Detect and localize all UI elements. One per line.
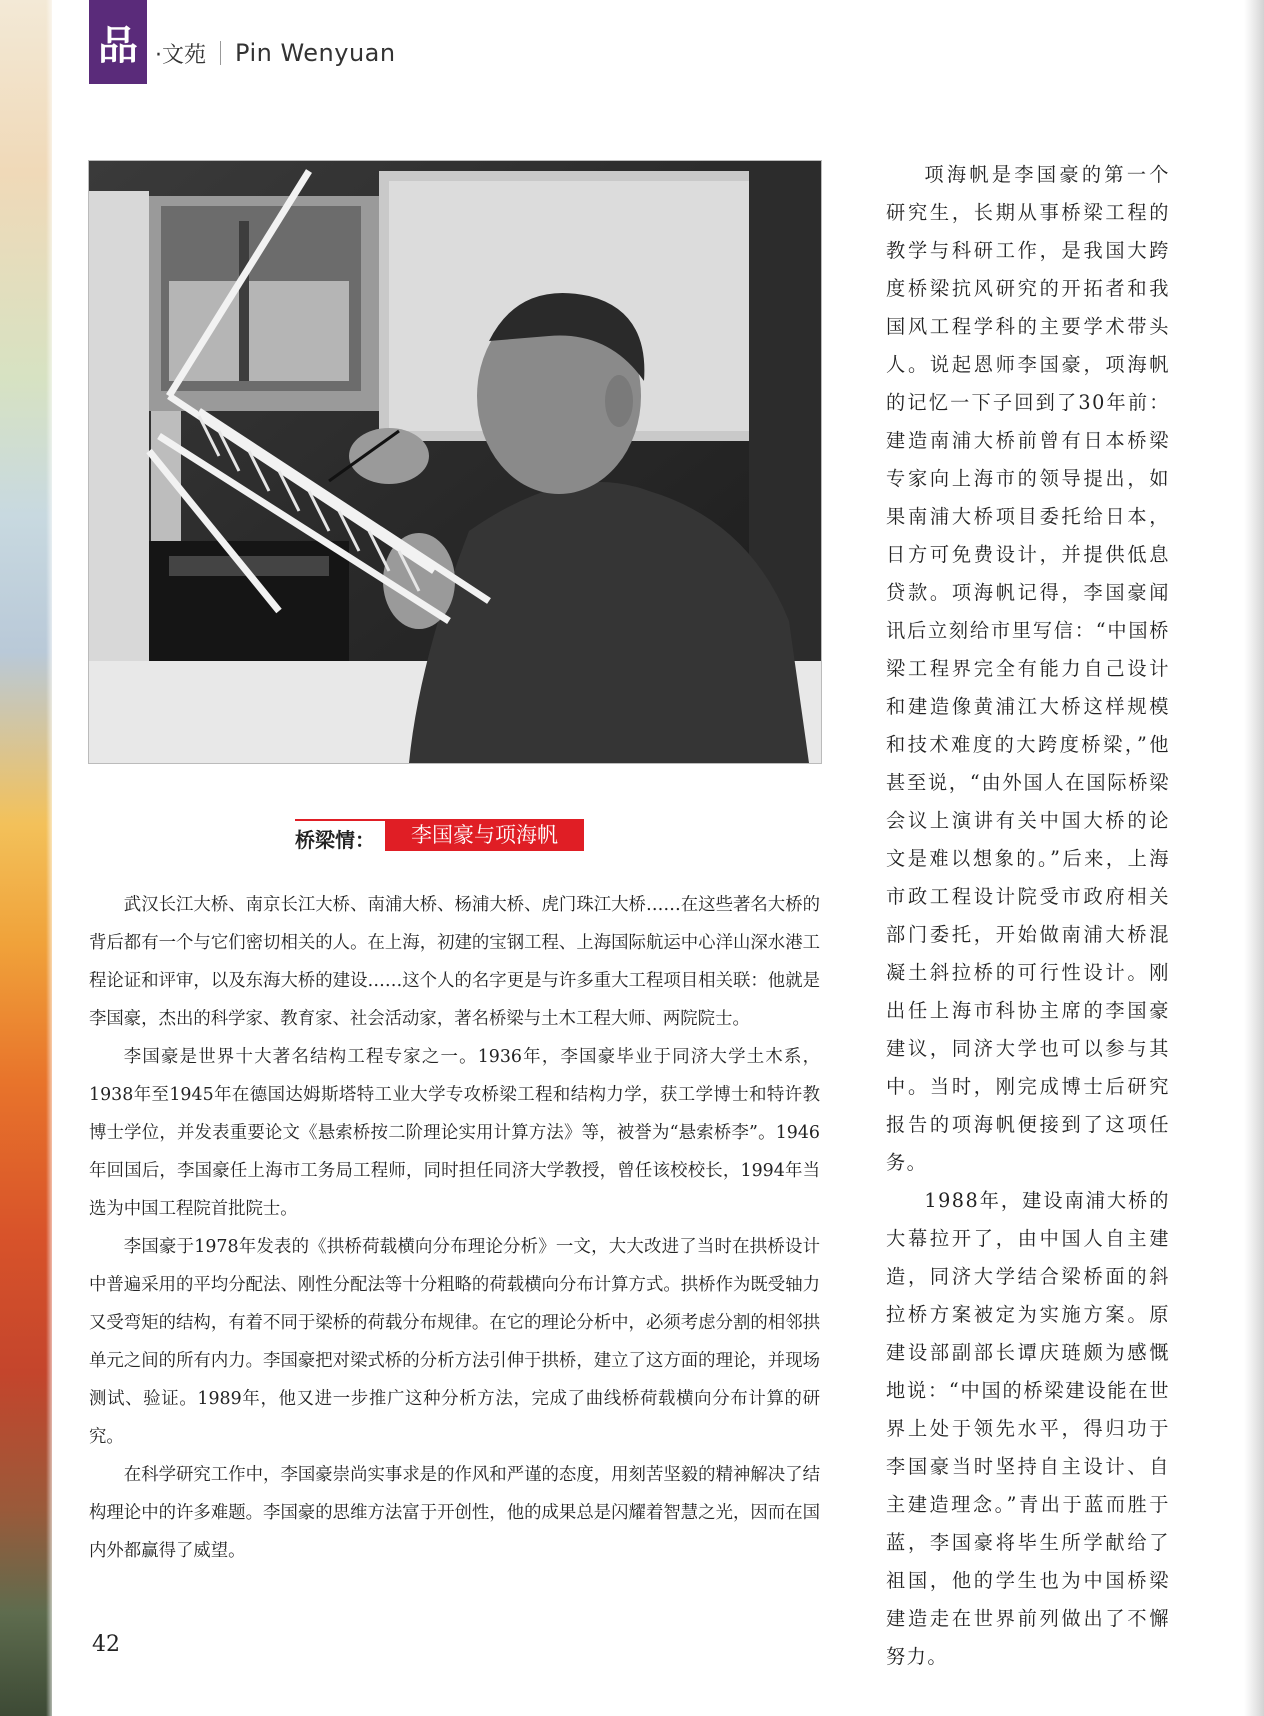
paragraph: 在科学研究工作中，李国豪崇尚实事求是的作风和严谨的态度，用刻苦坚毅的精神解决了结构理论中的许多难题。李国豪的思维方法富于开创性，他的成果总是闪耀着智慧之光，因而在国内外都赢得了威望。 <box>89 1465 820 1561</box>
article-caption <box>295 819 584 851</box>
paragraph: 1988年，建设南浦大桥的大幕拉开了，由中国人自主建造，同济大学结合梁桥面的斜拉桥方案被定为实施方案。原建设部副部长谭庆琏颇为感慨地说：“中国的桥梁建设能在世界上处于领先水平，得归功于李国豪当时坚持自主设计、自主建造理念。”青出于蓝而胜于蓝，李国豪将毕生所学献给了祖国，他的学生也为中国桥梁建造走在世界前列做出了不懈努力。 <box>886 1189 1170 1668</box>
page-edge-shadow <box>1244 0 1264 1716</box>
section-name-en: Pin Wenyuan <box>235 39 396 67</box>
article-title: 李国豪与项海帆 <box>385 819 584 851</box>
caption-prefix: 桥梁情： <box>295 819 385 851</box>
section-name-cn: ·文苑 <box>155 42 206 68</box>
photo-man-with-bridge-model-icon <box>89 161 821 763</box>
paragraph: 武汉长江大桥、南京长江大桥、南浦大桥、杨浦大桥、虎门珠江大桥……在这些著名大桥的背后都有一个与它们密切相关的人。在上海，初建的宝钢工程、上海国际航运中心洋山深水港工程论证和评审，以及东海大桥的建设……这个人的名字更是与许多重大工程项目相关联：他就是李国豪，杰出的科学家、教育家、社会活动家，著名桥梁与土木工程大师、两院院士。 <box>89 895 820 1029</box>
paragraph: 李国豪于1978年发表的《拱桥荷载横向分布理论分析》一文，大大改进了当时在拱桥设计中普遍采用的平均分配法、刚性分配法等十分粗略的荷载横向分布计算方式。拱桥作为既受轴力又受弯矩的结构，有着不同于梁桥的荷载分布规律。在它的理论分析中，必须考虑分割的相邻拱单元之间的所有内力。李国豪把对梁式桥的分析方法引伸于拱桥，建立了这方面的理论，并现场测试、验证。1989年，他又进一步推广这种分析方法，完成了曲线桥荷载横向分布计算的研究。 <box>89 1237 820 1447</box>
paragraph: 李国豪是世界十大著名结构工程专家之一。1936年，李国豪毕业于同济大学土木系，1938年至1945年在德国达姆斯塔特工业大学专攻桥梁工程和结构力学，获工学博士和特许教博士学位，并发表重要论文《悬索桥按二阶理论实用计算方法》等，被誉为“悬索桥李”。1946年回国后，李国豪任上海市工务局工程师，同时担任同济大学教授，曾任该校校长，1994年当选为中国工程院首批院士。 <box>89 1047 820 1219</box>
magazine-logo: 品 <box>89 0 147 84</box>
decorative-side-strip <box>0 0 52 1716</box>
left-text-column <box>89 886 820 1570</box>
page-header <box>89 0 396 84</box>
paragraph: 项海帆是李国豪的第一个研究生，长期从事桥梁工程的教学与科研工作，是我国大跨度桥梁抗风研究的开拓者和我国风工程学科的主要学术带头人。说起恩师李国豪，项海帆的记忆一下子回到了30年前：建造南浦大桥前曾有日本桥梁专家向上海市的领导提出，如果南浦大桥项目委托给日本，日方可免费设计，并提供低息贷款。项海帆记得，李国豪闻讯后立刻给市里写信：“中国桥梁工程界完全有能力自己设计和建造像黄浦江大桥这样规模和技术难度的大跨度桥梁，”他甚至说，“由外国人在国际桥梁会议上演讲有关中国大桥的论文是难以想象的。”后来，上海市政工程设计院受市政府相关部门委托，开始做南浦大桥混凝土斜拉桥的可行性设计。刚出任上海市科协主席的李国豪建议，同济大学也可以参与其中。当时，刚完成博士后研究报告的项海帆便接到了这项任务。 <box>886 163 1170 1174</box>
right-text-column <box>886 156 1170 1676</box>
article-photo <box>88 160 822 764</box>
page-number: 42 <box>92 1632 120 1657</box>
header-divider <box>220 41 221 65</box>
